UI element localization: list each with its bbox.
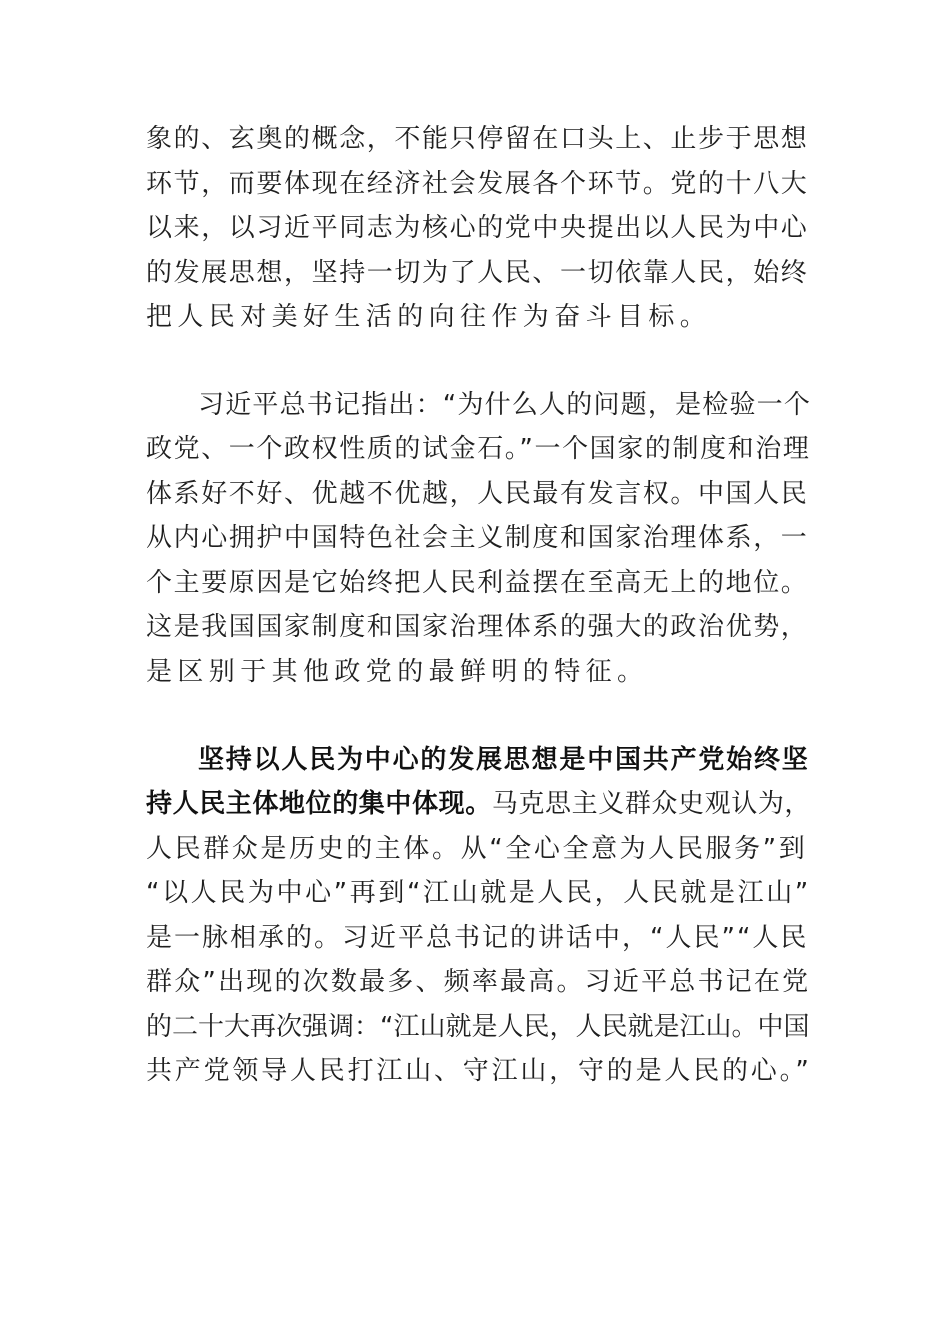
paragraph1-line: 以来，以习近平同志为核心的党中央提出以人民为中心: [146, 213, 809, 243]
paragraph1-line: 的发展思想，坚持一切为了人民、一切依靠人民，始终: [146, 258, 809, 288]
paragraph1-line: 象的、玄奥的概念，不能只停留在口头上、止步于思想: [146, 124, 809, 154]
paragraph3-line: “以人民为中心”再到“江山就是人民，人民就是江山”: [146, 878, 811, 908]
paragraph3-line: 是一脉相承的。习近平总书记的讲话中，“人民”“人民: [146, 923, 809, 953]
paragraph2-line: 习近平总书记指出：“为什么人的问题，是检验一个: [198, 390, 812, 420]
paragraph3-line: 群众”出现的次数最多、频率最高。习近平总书记在党: [146, 967, 811, 997]
paragraph2-line: 个主要原因是它始终把人民利益摆在至高无上的地位。: [146, 568, 809, 598]
paragraph2-line: 政党、一个政权性质的试金石。”一个国家的制度和治理: [146, 434, 811, 464]
paragraph3-line: 人民群众是历史的主体。从“全心全意为人民服务”到: [146, 834, 808, 864]
paragraph2-line: 体系好不好、优越不优越，人民最有发言权。中国人民: [146, 479, 809, 509]
paragraph3-bold-heading-end: 持人民主体地位的集中体现。: [146, 789, 492, 819]
paragraph1-line: 把人民对美好生活的向往作为奋斗目标。: [146, 302, 712, 332]
paragraph3-line: 共产党领导人民打江山、守江山，守的是人民的心。”: [146, 1056, 812, 1086]
paragraph2-line: 是区别于其他政党的最鲜明的特征。: [146, 657, 649, 687]
paragraph3-line: 的二十大再次强调：“江山就是人民，人民就是江山。中国: [146, 1012, 810, 1042]
paragraph3-line-rest: 马克思主义群众史观认为，: [491, 789, 812, 819]
paragraph2-line: 从内心拥护中国特色社会主义制度和国家治理体系，一: [146, 523, 809, 553]
paragraph1-line: 环节，而要体现在经济社会发展各个环节。党的十八大: [146, 169, 809, 199]
paragraph3-bold-heading-line: 坚持以人民为中心的发展思想是中国共产党始终坚: [198, 745, 810, 775]
paragraph3-line-mixed: [146, 787, 811, 821]
paragraph2-line: 这是我国国家制度和国家治理体系的强大的政治优势，: [146, 612, 809, 642]
